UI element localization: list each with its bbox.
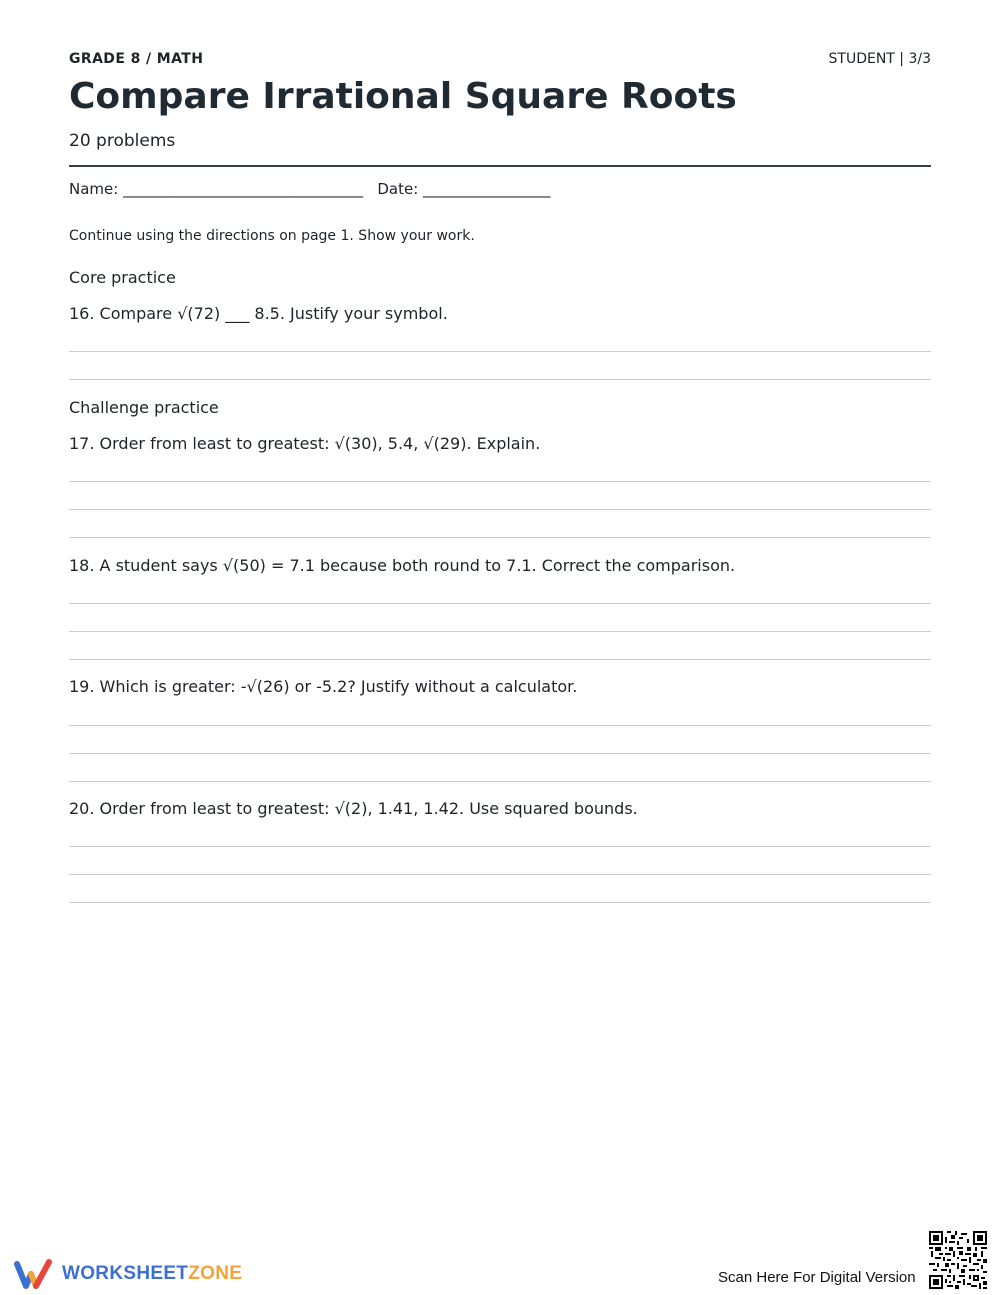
answer-line — [69, 725, 931, 726]
answer-line — [69, 659, 931, 660]
question-19: 19. Which is greater: -√(26) or -5.2? Justify without a calculator. — [69, 677, 578, 696]
answer-line — [69, 902, 931, 903]
answer-line — [69, 537, 931, 538]
question-20: 20. Order from least to greatest: √(2), 1.41, 1.42. Use squared bounds. — [69, 799, 638, 818]
qr-code-icon[interactable] — [929, 1231, 987, 1293]
answer-line — [69, 753, 931, 754]
header-grade-subject: GRADE 8 / MATH — [69, 51, 204, 67]
page-subtitle: 20 problems — [69, 131, 176, 151]
answer-line — [69, 509, 931, 510]
answer-line — [69, 781, 931, 782]
page-title: Compare Irrational Square Roots — [69, 76, 737, 117]
directions-text: Continue using the directions on page 1. Show your work. — [69, 228, 475, 244]
answer-line — [69, 603, 931, 604]
footer-logo[interactable] — [14, 1258, 242, 1290]
answer-line — [69, 379, 931, 380]
question-18: 18. A student says √(50) = 7.1 because both round to 7.1. Correct the comparison. — [69, 556, 736, 575]
answer-line — [69, 874, 931, 875]
title-divider — [69, 165, 931, 167]
header-page-label: STUDENT | 3/3 — [828, 51, 931, 67]
question-17: 17. Order from least to greatest: √(30), 5.4, √(29). Explain. — [69, 434, 541, 453]
section-label-core: Core practice — [69, 268, 176, 287]
answer-line — [69, 351, 931, 352]
worksheetzone-logo-icon — [14, 1258, 54, 1290]
logo-wordmark: WORKSHEETZONE — [62, 1263, 243, 1284]
question-16: 16. Compare √(72) ___ 8.5. Justify your symbol. — [69, 304, 448, 323]
answer-line — [69, 631, 931, 632]
scan-digital-text: Scan Here For Digital Version — [718, 1269, 916, 1286]
answer-line — [69, 846, 931, 847]
section-label-challenge: Challenge practice — [69, 398, 219, 417]
answer-line — [69, 481, 931, 482]
name-date-fields: Name: ________________________________ Date: _________________ — [69, 180, 551, 198]
